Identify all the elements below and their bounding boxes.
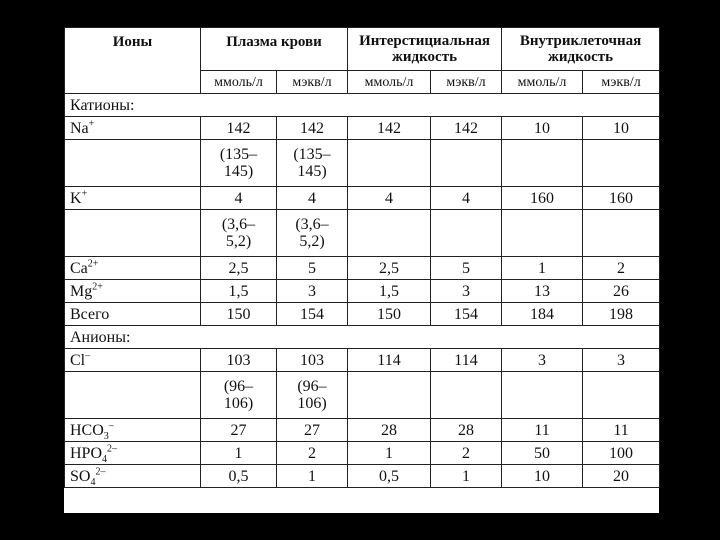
value-cell: 2,5	[201, 257, 277, 280]
value-cell: 1	[348, 442, 431, 465]
value-cell: 1	[431, 465, 502, 488]
range-cell: (135–145)	[277, 140, 348, 187]
ion-composition-table	[64, 27, 660, 488]
ion-name-mg: $Mg^{2+}$	[65, 280, 201, 303]
table-row-k-range	[65, 210, 660, 257]
value-cell: 4	[348, 187, 431, 210]
empty-cell	[431, 140, 502, 187]
value-cell: 28	[348, 419, 431, 442]
empty-cell	[431, 210, 502, 257]
unit-cell: ммоль/л	[201, 71, 277, 94]
unit-cell: ммоль/л	[348, 71, 431, 94]
table-row-mg	[65, 280, 660, 303]
ion-name-k: K+	[65, 187, 201, 210]
value-cell: 0,5	[348, 465, 431, 488]
empty-cell	[502, 140, 583, 187]
value-cell: 114	[348, 349, 431, 372]
range-cell: (96–106)	[277, 372, 348, 419]
value-cell: 154	[431, 303, 502, 326]
range-cell: (96–106)	[201, 372, 277, 419]
value-cell: 150	[348, 303, 431, 326]
ion-name-na: Na+	[65, 117, 201, 140]
value-cell: 2	[583, 257, 660, 280]
value-cell: 160	[502, 187, 583, 210]
unit-cell: мэкв/л	[431, 71, 502, 94]
value-cell: 100	[583, 442, 660, 465]
value-cell: 50	[502, 442, 583, 465]
col-interstitial-header: Интерстициальная жидкость	[348, 28, 502, 71]
range-cell: (3,6–5,2)	[201, 210, 277, 257]
ion-name-so4: $SO_4^{2-}$	[65, 465, 201, 488]
value-cell: 142	[431, 117, 502, 140]
value-cell: 2	[431, 442, 502, 465]
value-cell: 10	[583, 117, 660, 140]
ion-name-cl: Cl–	[65, 349, 201, 372]
value-cell: 103	[201, 349, 277, 372]
empty-cell	[65, 140, 201, 187]
empty-cell	[431, 372, 502, 419]
value-cell: 11	[583, 419, 660, 442]
value-cell: 4	[201, 187, 277, 210]
table-row-na	[65, 117, 660, 140]
empty-cell	[583, 140, 660, 187]
section-label-anions: Анионы:	[65, 326, 660, 349]
total-label: Всего	[65, 303, 201, 326]
value-cell: 3	[431, 280, 502, 303]
table-row-total	[65, 303, 660, 326]
value-cell: 5	[431, 257, 502, 280]
empty-cell	[583, 210, 660, 257]
value-cell: 142	[201, 117, 277, 140]
value-cell: 27	[201, 419, 277, 442]
value-cell: 27	[277, 419, 348, 442]
table-row-na-range	[65, 140, 660, 187]
table-row-hpo4	[65, 442, 660, 465]
empty-cell	[348, 140, 431, 187]
col-intracellular-header: Внутриклеточная жидкость	[502, 28, 660, 71]
empty-cell	[65, 372, 201, 419]
value-cell: 1,5	[348, 280, 431, 303]
table-row-cl-range	[65, 372, 660, 419]
value-cell: 1	[502, 257, 583, 280]
table-row-so4	[65, 465, 660, 488]
value-cell: 1	[201, 442, 277, 465]
section-row-cations	[65, 94, 660, 117]
ion-name-hpo4: $HPO_4^{2-}$	[65, 442, 201, 465]
value-cell: 28	[431, 419, 502, 442]
empty-cell	[348, 210, 431, 257]
unit-cell: мэкв/л	[583, 71, 660, 94]
ion-name-ca: $Ca^{2+}$	[65, 257, 201, 280]
value-cell: 150	[201, 303, 277, 326]
value-cell: 4	[277, 187, 348, 210]
range-cell: (135–145)	[201, 140, 277, 187]
value-cell: 3	[502, 349, 583, 372]
value-cell: 142	[348, 117, 431, 140]
empty-cell	[583, 372, 660, 419]
table-row-k	[65, 187, 660, 210]
empty-cell	[502, 372, 583, 419]
section-row-anions	[65, 326, 660, 349]
empty-cell	[502, 210, 583, 257]
value-cell: 1	[277, 465, 348, 488]
value-cell: 3	[277, 280, 348, 303]
value-cell: 3	[583, 349, 660, 372]
value-cell: 4	[431, 187, 502, 210]
value-cell: 10	[502, 117, 583, 140]
header-row	[65, 28, 660, 71]
section-label-cations: Катионы:	[65, 94, 660, 117]
table-row-ca	[65, 257, 660, 280]
unit-cell: мэкв/л	[277, 71, 348, 94]
value-cell: 114	[431, 349, 502, 372]
ion-name-hco3: $HCO_3^-$	[65, 419, 201, 442]
value-cell: 20	[583, 465, 660, 488]
value-cell: 198	[583, 303, 660, 326]
value-cell: 160	[583, 187, 660, 210]
unit-cell: ммоль/л	[502, 71, 583, 94]
range-cell: (3,6–5,2)	[277, 210, 348, 257]
value-cell: 5	[277, 257, 348, 280]
value-cell: 13	[502, 280, 583, 303]
value-cell: 184	[502, 303, 583, 326]
col-ions-header: Ионы	[65, 28, 201, 94]
value-cell: 11	[502, 419, 583, 442]
value-cell: 1,5	[201, 280, 277, 303]
value-cell: 0,5	[201, 465, 277, 488]
value-cell: 2,5	[348, 257, 431, 280]
ion-table-page	[64, 27, 659, 513]
value-cell: 103	[277, 349, 348, 372]
value-cell: 26	[583, 280, 660, 303]
col-plasma-header: Плазма крови	[201, 28, 348, 71]
empty-cell	[65, 210, 201, 257]
value-cell: 2	[277, 442, 348, 465]
table-row-cl	[65, 349, 660, 372]
value-cell: 10	[502, 465, 583, 488]
table-row-hco3	[65, 419, 660, 442]
value-cell: 142	[277, 117, 348, 140]
empty-cell	[348, 372, 431, 419]
value-cell: 154	[277, 303, 348, 326]
